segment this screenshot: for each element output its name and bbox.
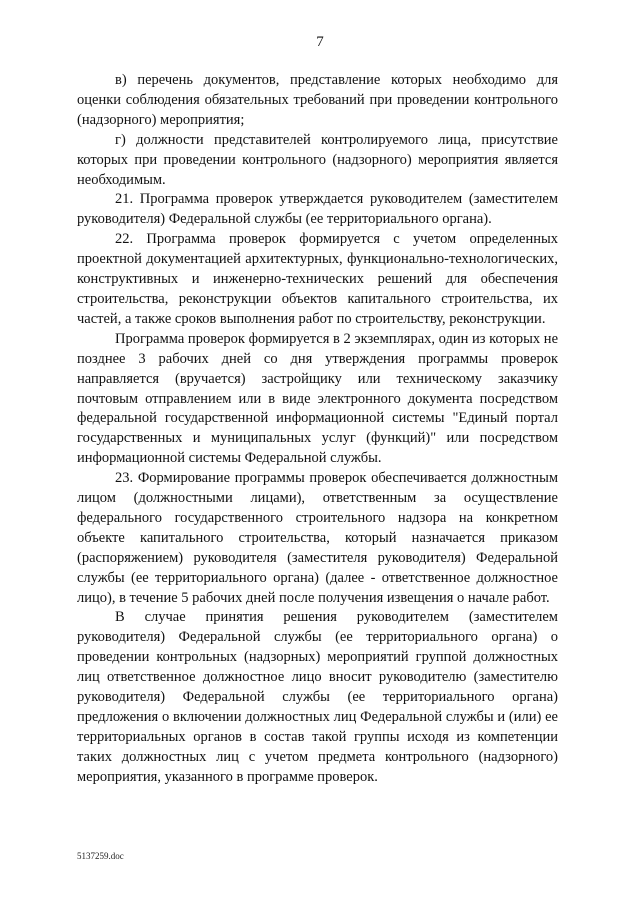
paragraph-23: 23. Формирование программы проверок обеспечивается должностным лицом (должностными лицами), ответственным за осуществление федерального государственного строительного надзора на конкретном объекте капитального строительства, который назначается приказом (распоряжением) руководителя (заместителя руководителя) Федеральной службы (ее территориального органа) (далее - ответственное должностное лицо), в течение 5 рабочих дней после получения извещения о начале работ. <box>77 470 558 606</box>
paragraph-21: 21. Программа проверок утверждается руководителем (заместителем руководителя) Федеральной службы (ее территориального органа). <box>77 191 558 228</box>
paragraph-item-g: г) должности представителей контролируемого лица, присутствие которых при проведении контрольного (надзорного) мероприятия является необходимым. <box>77 131 558 188</box>
page-number: 7 <box>316 34 324 50</box>
paragraph-22: 22. Программа проверок формируется с учетом определенных проектной документацией архитектурных, функционально-технологических, конструктивных и инженерно-технических решений для обеспечения строительства, реконструкции объектов капитального строительства, их частей, а также сроков выполнения работ по строительству, реконструкции. <box>77 231 558 327</box>
paragraph-22-continued: Программа проверок формируется в 2 экземплярах, один из которых не позднее 3 рабочих дней со дня утверждения программы проверок направляется (вручается) застройщику или техническому заказчику почтовым отправлением или в виде электронного документа посредством федеральной государственной информационной системы "Единый портал государственных и муниципальных услуг (функций)" или посредством информационной системы Федеральной службы. <box>77 330 558 467</box>
paragraph-item-v: в) перечень документов, представление которых необходимо для оценки соблюдения обязательных требований при проведении контрольного (надзорного) мероприятия; <box>77 72 558 128</box>
footer-file-code: 5137259.doc <box>77 851 124 861</box>
paragraph-23-continued: В случае принятия решения руководителем (заместителем руководителя) Федеральной службы (ее территориального органа) о проведении контрольных (надзорных) мероприятий группой должностных лиц ответственное должностное лицо вносит руководителю (заместителю руководителя) Федеральной службы (ее территориального органа) предложения о включении должностных лиц Федеральной службы и (или) ее территориальных органов в состав такой группы исходя из компетенции таких должностных лиц с учетом предмета контрольного (надзорного) мероприятия, указанного в программе проверок. <box>77 609 558 785</box>
document-body <box>77 71 558 788</box>
